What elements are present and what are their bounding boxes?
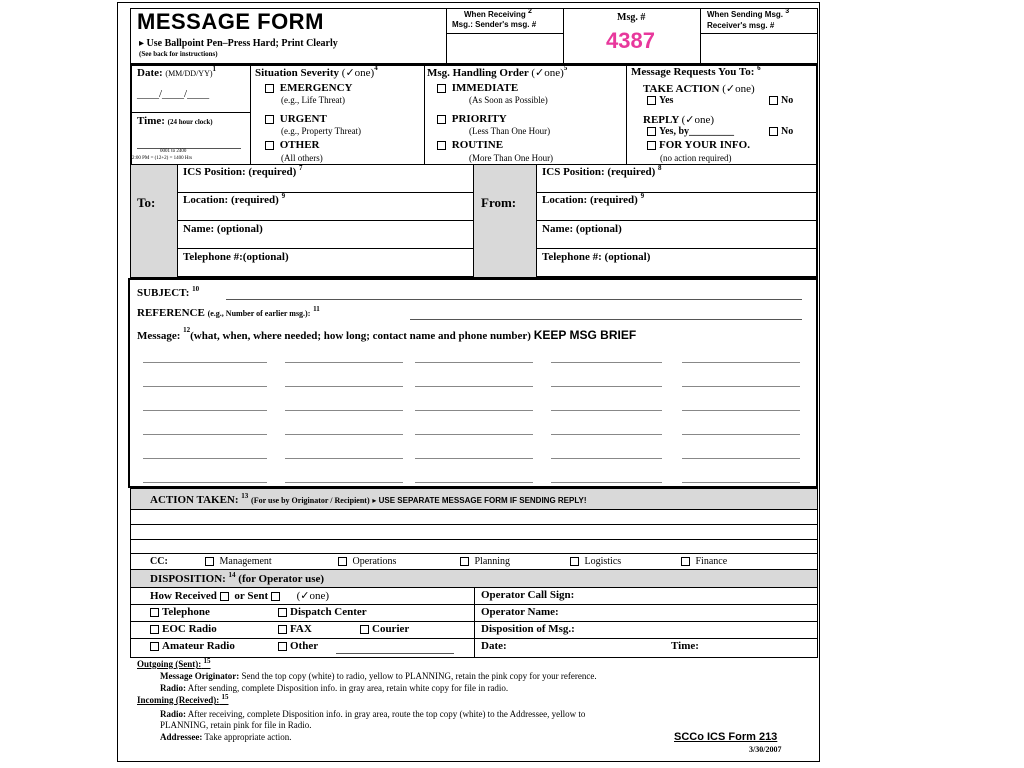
pen-instruction: ▸ Use Ballpoint Pen–Press Hard; Print Clearly <box>139 38 338 49</box>
from-gray-cell <box>473 165 536 277</box>
message-writing-line[interactable] <box>682 458 800 459</box>
how-received: How Received or Sent (✓one) <box>150 590 330 602</box>
disposition-label: DISPOSITION: $^{14}$ (for Operator use) <box>150 571 325 585</box>
take-action-label: TAKE ACTION (✓one) <box>643 83 755 95</box>
message-writing-line[interactable] <box>551 386 662 387</box>
from-telephone-field[interactable]: Telephone #: (optional) <box>542 251 651 263</box>
message-writing-line[interactable] <box>143 362 267 363</box>
checkbox-icon[interactable] <box>360 625 369 634</box>
checkbox-icon[interactable] <box>271 592 280 601</box>
time-label: Time: (24 hour clock) <box>137 115 213 127</box>
sending-sub: Receiver's msg. # <box>707 21 775 30</box>
reply-no[interactable]: No <box>769 126 793 137</box>
time-example: 2:00 PM = (12+2) = 1400 Hrs <box>132 156 193 161</box>
receiving-sub: Msg.: Sender's msg. # <box>452 20 537 29</box>
message-label: Message: $^{12}$(what, when, where needed; how long; contact name and phone number) KEEP MSG BRIEF <box>137 326 637 342</box>
checkbox-icon[interactable] <box>150 625 159 634</box>
from-name-field[interactable]: Name: (optional) <box>542 223 622 235</box>
checkbox-icon[interactable] <box>570 557 579 566</box>
cc-management[interactable]: Management <box>205 556 272 567</box>
form-title: MESSAGE FORM <box>137 9 324 34</box>
message-writing-line[interactable] <box>143 482 267 483</box>
checkbox-icon[interactable] <box>205 557 214 566</box>
radio-out-instruction: Radio: After sending, complete Disposition info. in gray area, retain white copy for file in radio. <box>160 683 509 693</box>
severity-emergency[interactable]: EMERGENCY <box>265 82 352 94</box>
message-writing-line[interactable] <box>551 458 662 459</box>
message-writing-line[interactable] <box>682 434 800 435</box>
checkbox-icon[interactable] <box>437 84 446 93</box>
message-writing-line[interactable] <box>551 410 662 411</box>
checkbox-icon[interactable] <box>278 642 287 651</box>
severity-urgent[interactable]: URGENT <box>265 113 327 125</box>
handling-routine[interactable]: ROUTINE <box>437 139 503 151</box>
to-label: To: <box>137 195 156 210</box>
operator-name[interactable]: Operator Name: <box>481 606 559 618</box>
checkbox-icon[interactable] <box>278 625 287 634</box>
checkbox-icon[interactable] <box>769 96 778 105</box>
disposition-of-msg[interactable]: Disposition of Msg.: <box>481 623 575 635</box>
checkbox-icon[interactable] <box>338 557 347 566</box>
checkbox-icon[interactable] <box>265 141 274 150</box>
disposition-time[interactable]: Time: <box>671 640 699 652</box>
take-action-no[interactable]: No <box>769 95 793 106</box>
checkbox-icon[interactable] <box>150 642 159 651</box>
checkbox-icon[interactable] <box>647 141 656 150</box>
form-date: 3/30/2007 <box>749 745 782 754</box>
form-id: SCCo ICS Form 213 <box>674 731 778 743</box>
message-writing-line[interactable] <box>285 434 403 435</box>
to-ics-field[interactable]: ICS Position: (required) $^7$ <box>183 164 303 178</box>
checkbox-icon[interactable] <box>647 96 656 105</box>
checkbox-icon[interactable] <box>437 115 446 124</box>
via-courier[interactable]: Courier <box>360 623 409 635</box>
message-writing-line[interactable] <box>415 410 533 411</box>
cc-operations[interactable]: Operations <box>338 556 396 567</box>
handling-priority[interactable]: PRIORITY <box>437 113 507 125</box>
message-writing-line[interactable] <box>143 458 267 459</box>
message-writing-line[interactable] <box>551 434 662 435</box>
checkbox-icon[interactable] <box>437 141 446 150</box>
message-writing-line[interactable] <box>285 362 403 363</box>
radio-in-instruction: Radio: After receiving, complete Disposition info. in gray area, route the top copy (white) to the Addressee, yellow to <box>160 709 586 719</box>
date-label: Date: $(MM/DD/YY)^1$ <box>137 65 217 79</box>
take-action-yes[interactable]: Yes <box>647 95 673 106</box>
via-other[interactable]: Other <box>278 640 318 652</box>
message-writing-line[interactable] <box>551 362 662 363</box>
disposition-date[interactable]: Date: <box>481 640 507 652</box>
message-writing-line[interactable] <box>143 386 267 387</box>
cc-label: CC: <box>150 556 168 567</box>
message-writing-line[interactable] <box>682 386 800 387</box>
message-writing-line[interactable] <box>285 410 403 411</box>
cc-planning[interactable]: Planning <box>460 556 510 567</box>
message-writing-line[interactable] <box>415 362 533 363</box>
to-name-field[interactable]: Name: (optional) <box>183 223 263 235</box>
checkbox-icon[interactable] <box>769 127 778 136</box>
severity-label: Situation Severity (✓one)$^4$ <box>255 64 378 79</box>
handling-label: Msg. Handling Order (✓one)$^5$ <box>427 64 568 79</box>
receiving-label: When Receiving 2 <box>464 8 532 19</box>
via-amateur-radio[interactable]: Amateur Radio <box>150 640 235 652</box>
time-range: 0001 to 2400 <box>160 149 187 154</box>
cc-logistics[interactable]: Logistics <box>570 556 621 567</box>
reply-label: REPLY (✓one) <box>643 114 715 126</box>
checkbox-icon[interactable] <box>647 127 656 136</box>
checkbox-icon[interactable] <box>681 557 690 566</box>
subject-label: SUBJECT: $^{10}$ <box>137 285 200 299</box>
date-blank[interactable]: ____/____/____ <box>137 88 210 100</box>
checkbox-icon[interactable] <box>220 592 229 601</box>
message-writing-line[interactable] <box>682 362 800 363</box>
requests-label: Message Requests You To: $^6$ <box>631 64 761 78</box>
to-telephone-field[interactable]: Telephone #:(optional) <box>183 251 289 263</box>
action-label: ACTION TAKEN: $^{13}$ (For use by Originator / Recipient) ▸ USE SEPARATE MESSAGE FORM IF SENDING REPLY! <box>150 492 587 506</box>
checkbox-icon[interactable] <box>265 115 274 124</box>
cc-finance[interactable]: Finance <box>681 556 727 567</box>
originator-instruction: Message Originator: Send the top copy (white) to radio, yellow to PLANNING, retain the pink copy for your reference. <box>160 671 597 681</box>
handling-immediate[interactable]: IMMEDIATE <box>437 82 518 94</box>
message-writing-line[interactable] <box>415 458 533 459</box>
message-writing-line[interactable] <box>285 482 403 483</box>
reference-label: REFERENCE (e.g., Number of earlier msg.): $^{11}$ <box>137 305 320 319</box>
checkbox-icon[interactable] <box>460 557 469 566</box>
message-writing-line[interactable] <box>415 434 533 435</box>
message-writing-line[interactable] <box>415 482 533 483</box>
outgoing-heading: Outgoing (Sent): $^{15}$ <box>137 657 211 669</box>
incoming-heading: Incoming (Received): $^{15}$ <box>137 693 229 705</box>
from-ics-field[interactable]: ICS Position: (required) $^8$ <box>542 164 662 178</box>
via-eoc-radio[interactable]: EOC Radio <box>150 623 217 635</box>
from-label: From: <box>481 195 517 210</box>
see-back-note: (See back for instructions) <box>139 50 218 58</box>
message-writing-line[interactable] <box>682 410 800 411</box>
to-location-field[interactable]: Location: (required) $^9$ <box>183 192 286 206</box>
msg-num-value[interactable]: 4387 <box>606 28 655 53</box>
checkbox-icon[interactable] <box>265 84 274 93</box>
message-writing-line[interactable] <box>551 482 662 483</box>
via-telephone[interactable]: Telephone <box>150 606 210 618</box>
via-dispatch[interactable]: Dispatch Center <box>278 606 367 618</box>
from-location-field[interactable]: Location: (required) $^9$ <box>542 192 645 206</box>
message-writing-line[interactable] <box>143 434 267 435</box>
operator-call-sign[interactable]: Operator Call Sign: <box>481 589 575 601</box>
message-writing-line[interactable] <box>285 458 403 459</box>
severity-other[interactable]: OTHER <box>265 139 319 151</box>
msg-num-label: Msg. # <box>617 12 646 23</box>
sending-label: When Sending Msg. 3 <box>707 8 790 19</box>
fyi-option[interactable]: FOR YOUR INFO. <box>647 139 750 151</box>
message-writing-line[interactable] <box>682 482 800 483</box>
checkbox-icon[interactable] <box>278 608 287 617</box>
message-writing-line[interactable] <box>143 410 267 411</box>
subject-line[interactable] <box>226 299 802 300</box>
via-fax[interactable]: FAX <box>278 623 312 635</box>
reply-yes-by[interactable]: Yes, by_________ <box>647 126 734 137</box>
message-writing-line[interactable] <box>415 386 533 387</box>
message-writing-line[interactable] <box>285 386 403 387</box>
reference-line[interactable] <box>410 319 802 320</box>
checkbox-icon[interactable] <box>150 608 159 617</box>
addressee-instruction: Addressee: Take appropriate action. <box>160 732 292 742</box>
radio-in-instruction-2: PLANNING, retain pink for file in Radio. <box>160 720 312 730</box>
to-gray-cell <box>131 165 177 277</box>
